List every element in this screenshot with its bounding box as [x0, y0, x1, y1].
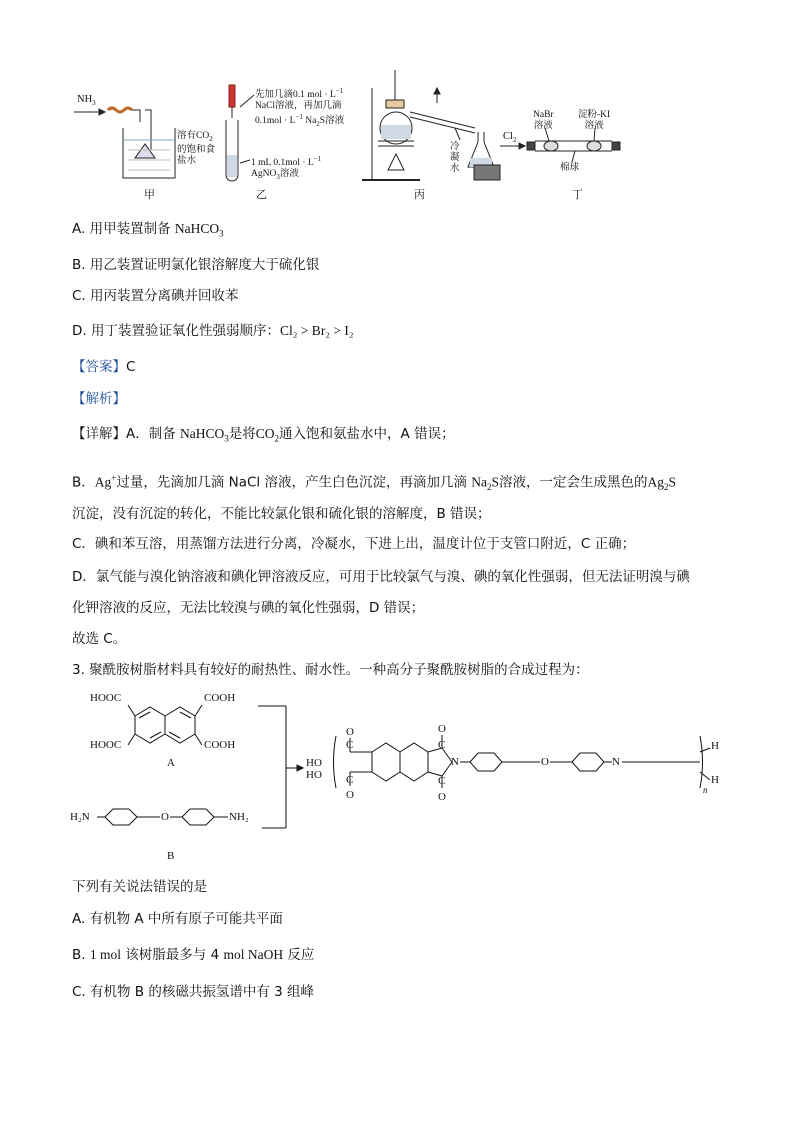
bing-caption: 丙 — [414, 188, 425, 201]
apparatus-figure — [0, 0, 794, 205]
poly-n-amine: N — [612, 756, 620, 768]
detail-c: C．碘和苯互溶，用蒸馏方法进行分离，冷凝水，下进上出，温度计位于支管口附近，C 正确； — [72, 536, 636, 552]
apparatus-bing — [362, 70, 500, 180]
poly-h-bottom: H — [711, 774, 719, 786]
jia-gas-label: $NH_3$ — [77, 94, 96, 108]
B-oxygen: O — [161, 811, 169, 823]
ding-left-label: NaBr 溶液 — [533, 110, 554, 131]
yi-bottom-label: 1 mL $0.1mol \cdot L^{-1}$ AgNO$_3$溶液 — [251, 155, 322, 182]
detail-d-line2: 化钾溶液的反应，无法比较溴与碘的氧化性强弱，D 错误； — [72, 600, 425, 616]
q3-question: 下列有关说法错误的是 — [72, 879, 207, 895]
q2-option-a: A. 用甲装置制备 NaHCO$_3$ — [72, 221, 224, 239]
detail-a: 【详解】A．制备 NaHCO$_3$是将$CO_2$通入饱和氨盐水中，A 错误； — [72, 426, 455, 444]
poly-o-bottom-right: O — [438, 791, 446, 803]
apparatus-ding — [500, 128, 620, 162]
apparatus-yi — [226, 85, 254, 181]
B-label: B — [167, 850, 175, 862]
ding-bottom-label: 棉球 — [560, 163, 580, 173]
q3-option-b: B. 1 mol 该树脂最多与 4 mol NaOH 反应 — [72, 947, 315, 963]
ding-caption: 丁 — [572, 188, 583, 201]
ding-gas-label: $Cl_2$ — [503, 131, 517, 145]
jia-solution-label: 溶有$CO_2$ 的饱和食 盐水 — [177, 131, 216, 166]
q3-reaction-scheme — [0, 680, 794, 880]
detail-end: 故选 C。 — [72, 631, 127, 647]
poly-ho-top: HO — [306, 757, 322, 769]
ding-right-label: 淀粉-KI 溶液 — [578, 110, 611, 131]
poly-o-bottom-left: O — [346, 789, 354, 801]
jia-caption: 甲 — [144, 188, 155, 201]
poly-c-bottom-right: C — [438, 775, 446, 787]
q3-option-a: A. 有机物 A 中所有原子可能共平面 — [72, 911, 283, 927]
A-group-br: COOH — [204, 739, 236, 751]
poly-o-top-right: O — [438, 723, 446, 735]
yi-caption: 乙 — [256, 188, 267, 201]
q2-option-c: C. 用丙装置分离碘并回收苯 — [72, 288, 239, 304]
apparatus-jia — [74, 108, 175, 178]
poly-o-top-left: O — [346, 726, 354, 738]
detail-d-line1: D．氯气能与溴化钠溶液和碘化钾溶液反应，可用于比较氯气与溴、碘的氧化性强弱，但无法证明溴与碘 — [72, 569, 690, 585]
bing-condenser-label: 冷 凝 水 — [450, 142, 460, 174]
detail-b-line1: B．Ag+过量，先滴加几滴 NaCl 溶液，产生白色沉淀，再滴加几滴 $Na_2S$溶液，一定会生成黑色的$Ag_2S$ — [72, 473, 677, 493]
answer-line: 【答案】C — [72, 359, 136, 375]
poly-h-top: H — [711, 740, 719, 752]
analysis-tag: 【解析】 — [72, 391, 126, 407]
detail-b-line2: 沉淀，没有沉淀的转化，不能比较氯化银和硫化银的溶解度，B 错误； — [72, 506, 491, 522]
yi-top-label: 先加几滴0.1 mol · $L^{-1}$ NaCl溶液，再加几滴 $0.1mol \cdot L^{-1}$ $Na_2S$溶液 — [255, 87, 345, 129]
poly-c-top-right: C — [438, 739, 446, 751]
B-right-group: NH₂ — [229, 811, 249, 823]
q3-option-c: C. 有机物 B 的核磁共振氢谱中有 3 组峰 — [72, 984, 315, 1000]
poly-c-top-left: C — [346, 739, 354, 751]
poly-n-subscript: n — [703, 785, 708, 795]
poly-ho-bottom: HO — [306, 769, 322, 781]
A-group-bl: HOOC — [90, 739, 122, 751]
q2-option-d: D. 用丁装置验证氧化性强弱顺序：Cl₂ > Br₂ > I₂ — [72, 323, 354, 339]
A-label: A — [167, 757, 175, 769]
q2-option-b: B. 用乙装置证明氯化银溶解度大于硫化银 — [72, 257, 320, 273]
poly-o-ether: O — [541, 756, 549, 768]
A-group-tr: COOH — [204, 692, 236, 704]
poly-n-imide: N — [451, 756, 459, 768]
q3-stem: 3. 聚酰胺树脂材料具有较好的耐热性、耐水性。一种高分子聚酰胺树脂的合成过程为： — [72, 662, 589, 678]
B-left-group: H₂N — [70, 811, 90, 823]
A-group-tl: HOOC — [90, 692, 122, 704]
poly-c-bottom-left: C — [346, 774, 354, 786]
